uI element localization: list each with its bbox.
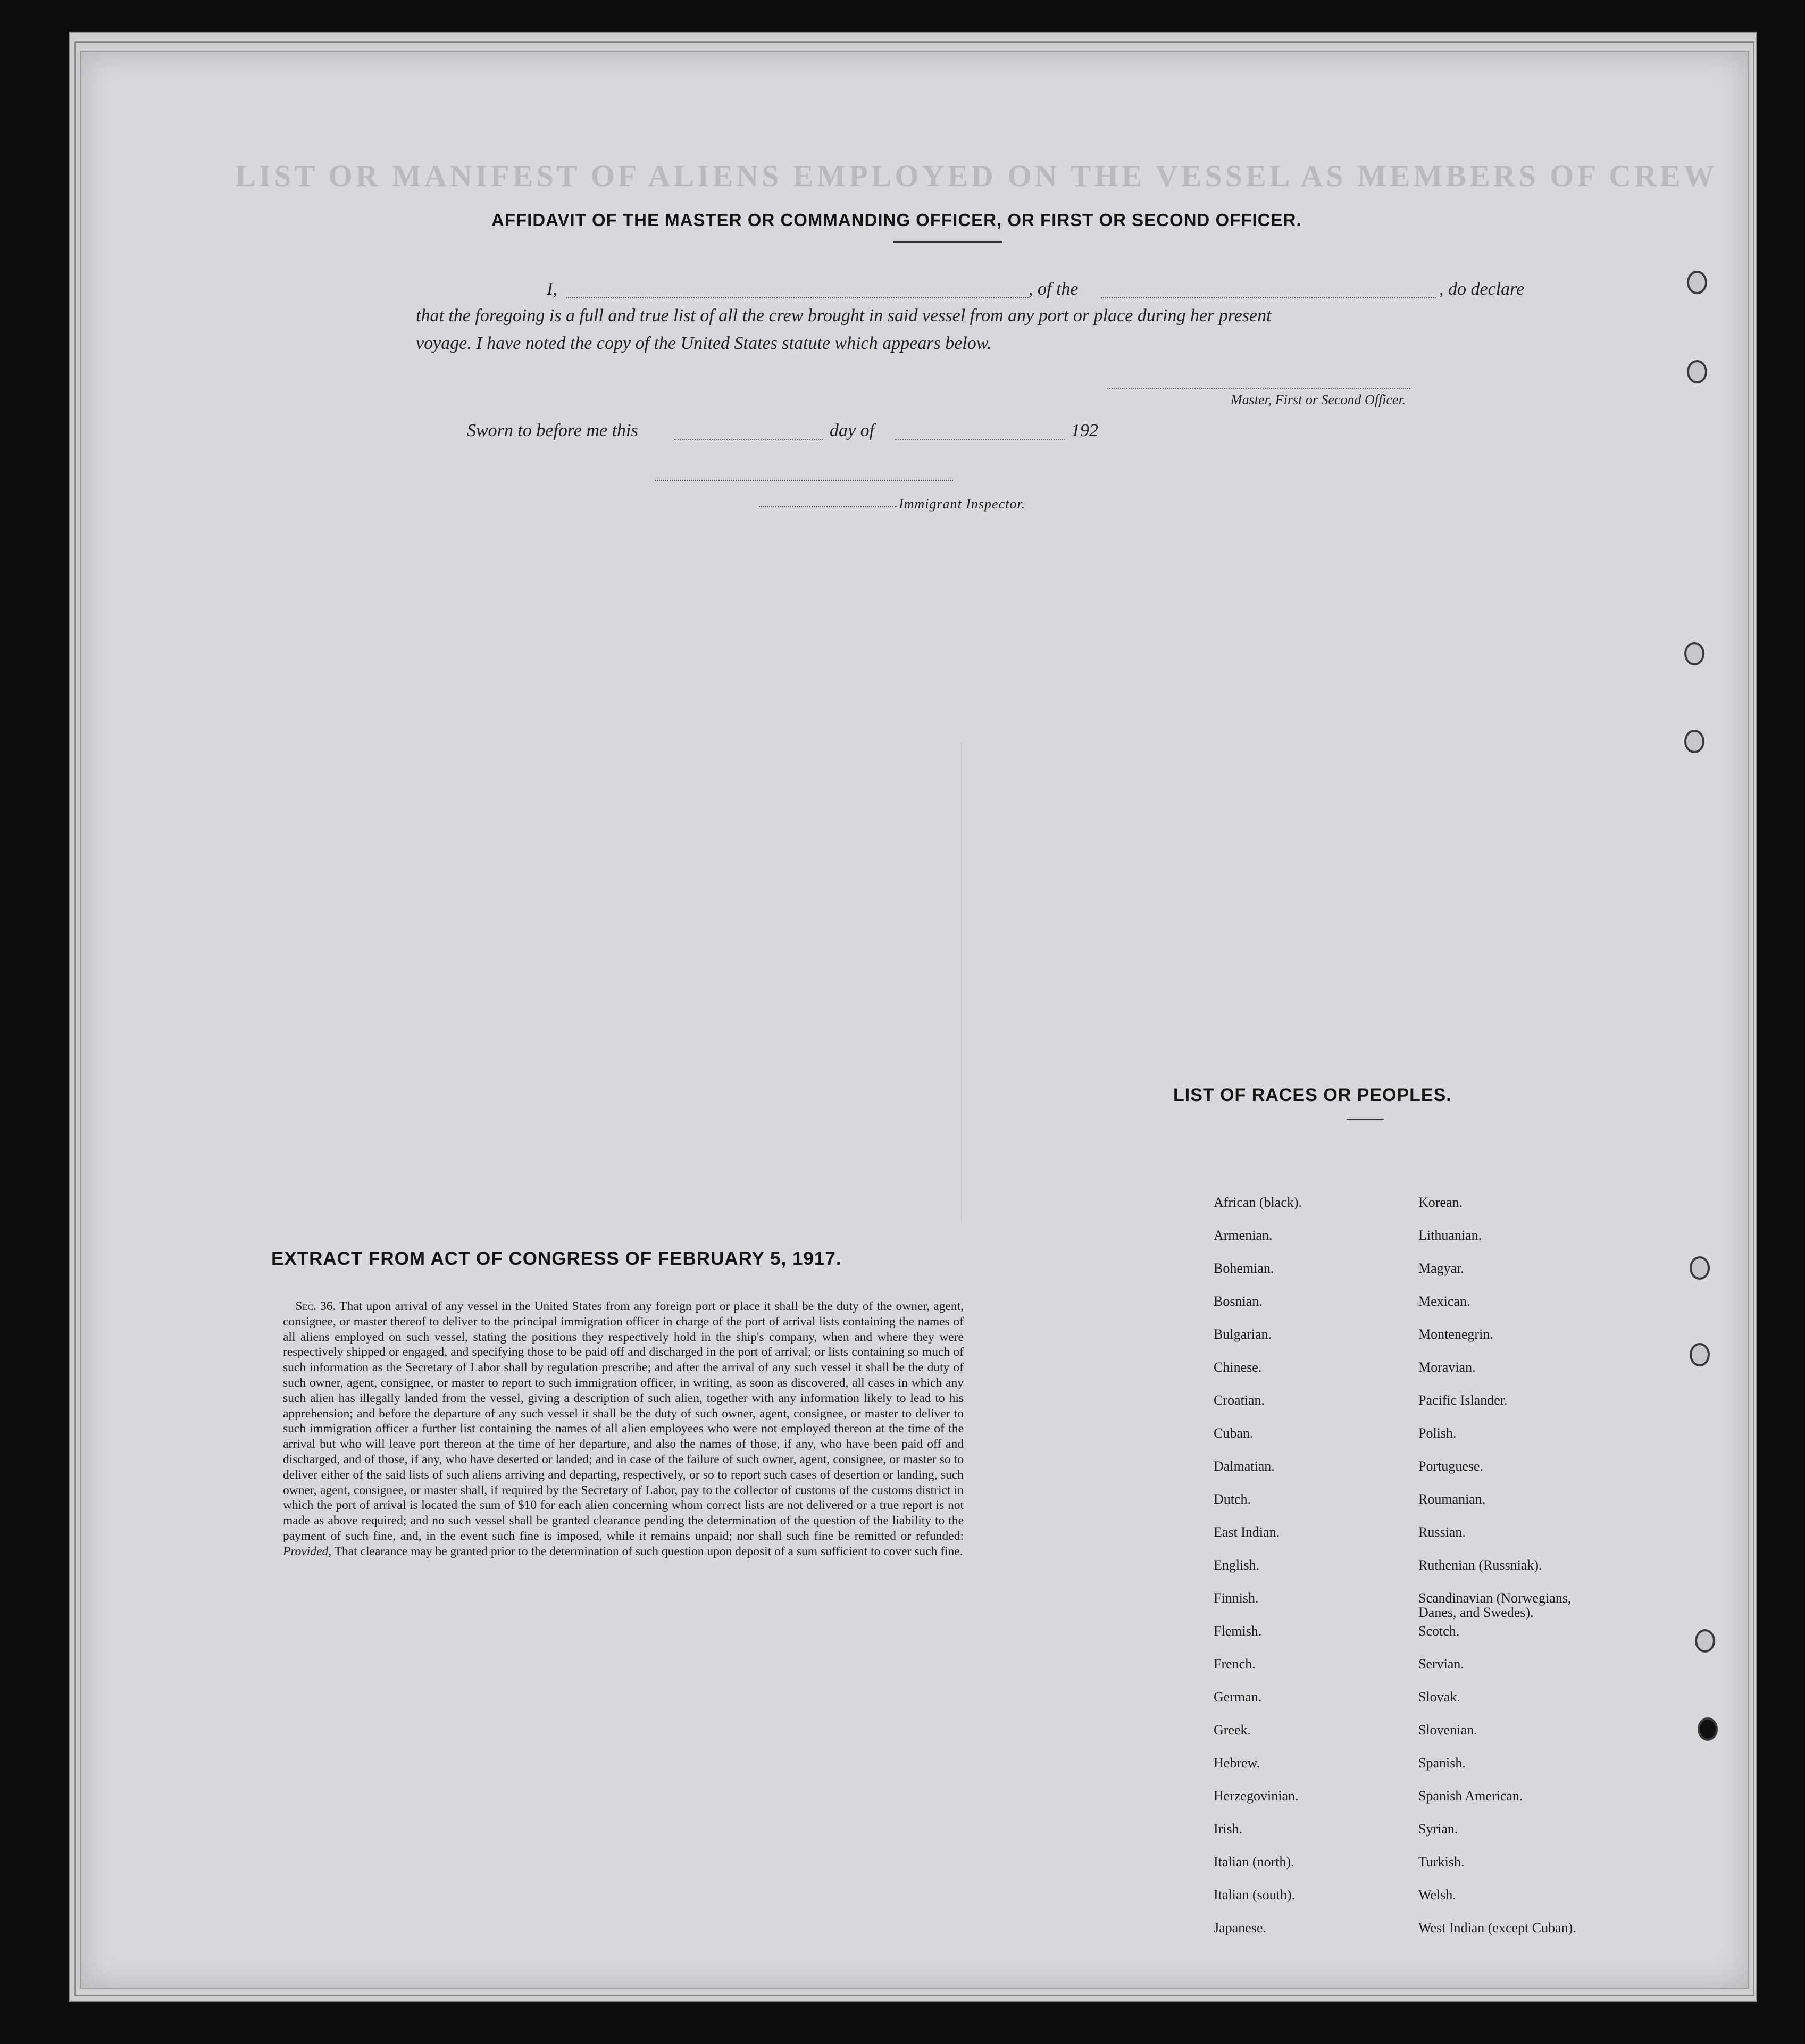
affidavit-of-the: , of the bbox=[1029, 279, 1079, 299]
affidavit-line-2: that the foregoing is a full and true list of all the crew brought in said vessel from any port or place during her present bbox=[416, 306, 1272, 326]
race-item: Spanish American. bbox=[1418, 1788, 1523, 1804]
bleed-through-text: LIST OR MANIFEST OF ALIENS EMPLOYED ON THE VESSEL AS MEMBERS OF CREW bbox=[235, 158, 1718, 193]
race-item: Dutch. bbox=[1214, 1491, 1251, 1507]
race-item: Italian (south). bbox=[1214, 1887, 1296, 1903]
name-blank bbox=[566, 297, 1029, 298]
affidavit-i: I, bbox=[547, 279, 557, 299]
affidavit-title-rule bbox=[893, 241, 1002, 243]
race-item: Italian (north). bbox=[1214, 1854, 1294, 1870]
race-item: Bohemian. bbox=[1214, 1261, 1274, 1276]
race-item: Hebrew. bbox=[1214, 1755, 1260, 1771]
race-item: Servian. bbox=[1418, 1656, 1464, 1672]
statute-text bbox=[283, 1299, 964, 1559]
provided-word: Provided, bbox=[283, 1544, 332, 1558]
race-item: Armenian. bbox=[1214, 1228, 1273, 1243]
race-item: Japanese. bbox=[1214, 1920, 1266, 1935]
binder-hole bbox=[1687, 360, 1707, 383]
race-item: German. bbox=[1214, 1689, 1262, 1705]
inspector-line-upper bbox=[655, 480, 953, 481]
race-item: Moravian. bbox=[1418, 1359, 1476, 1375]
binder-hole bbox=[1684, 642, 1704, 665]
binder-hole bbox=[1698, 1717, 1718, 1741]
race-item: Polish. bbox=[1418, 1425, 1457, 1441]
sworn-day-of: day of bbox=[830, 421, 875, 440]
binder-hole bbox=[1690, 1256, 1710, 1280]
sworn-month-blank bbox=[895, 439, 1065, 440]
race-item: French. bbox=[1214, 1656, 1256, 1672]
race-item: Montenegrin. bbox=[1418, 1326, 1493, 1342]
affidavit-do-declare: , do declare bbox=[1439, 279, 1525, 299]
race-item: Korean. bbox=[1418, 1195, 1463, 1210]
signature-blank bbox=[1107, 388, 1410, 389]
race-item: African (black). bbox=[1214, 1195, 1302, 1210]
race-item: Slovenian. bbox=[1418, 1722, 1477, 1738]
document-page bbox=[80, 51, 1749, 1989]
binder-hole bbox=[1687, 271, 1707, 294]
affidavit-line-3: voyage. I have noted the copy of the United States statute which appears below. bbox=[416, 333, 992, 353]
inspector-blank bbox=[759, 506, 897, 507]
race-item: Pacific Islander. bbox=[1418, 1392, 1508, 1408]
race-item: Flemish. bbox=[1214, 1623, 1262, 1639]
race-item: Irish. bbox=[1214, 1821, 1243, 1837]
race-item: Russian. bbox=[1418, 1524, 1466, 1540]
race-item: Spanish. bbox=[1418, 1755, 1466, 1771]
race-item: Cuban. bbox=[1214, 1425, 1254, 1441]
race-item: Welsh. bbox=[1418, 1887, 1456, 1903]
race-item: Lithuanian. bbox=[1418, 1228, 1482, 1243]
binder-hole bbox=[1690, 1343, 1710, 1366]
races-title-rule bbox=[1347, 1119, 1384, 1120]
statute-body-part-1: That upon arrival of any vessel in the United States from any foreign port or place it shall be the duty of the owner, agent, consignee, or master thereof to deliver to the principal immigration officer in charge of the port of arrival lists containing the names of all aliens employed on such vessel, stating the positions they respectively hold in the ship's company, when and where they were respectively shipped or engaged, and specifying those to be paid off and discharged in the port of arrival; or lists containing so much of such information as the Secretary of Labor shall by regulation prescribe; and after the arrival of any such vessel it shall be the duty of such owner, agent, consignee, or master to report to such immigration officer, in writing, as soon as discovered, all cases in which any such alien has illegally landed from the vessel, giving a description of such alien, together with any information likely to lead to his apprehension; and before the departure of any such vessel it shall be the duty of such owner, agent, consignee, or master to deliver to such immigration officer a further list containing the names of all alien employees who were not employed thereon at the time of the arrival but who will leave port thereon at the time of her departure, and also the names of those, if any, who have been paid off and discharged, and of those, if any, who have deserted or landed; and in case of the failure of such owner, agent, consignee, or master so to deliver either of the said lists of such aliens arriving and departing, respectively, or so to report such cases of desertion or landing, such owner, agent, consignee, or master shall, if required by the Secretary of Labor, pay to the collector of customs of the customs district in which the port of arrival is located the sum of $10 for each alien concerning whom correct lists are not delivered or a true report is not made as above required; and no such vessel shall be granted clearance pending the determination of the question of the liability to the payment of such fine, and, in the event such fine is imposed, while it remains unpaid; nor shall such fine be remitted or refunded: bbox=[283, 1299, 964, 1543]
race-item: Greek. bbox=[1214, 1722, 1251, 1738]
races-title: LIST OF RACES OR PEOPLES. bbox=[1173, 1085, 1452, 1105]
sworn-day-blank bbox=[674, 439, 823, 440]
race-item: Magyar. bbox=[1418, 1261, 1464, 1276]
extract-title: EXTRACT FROM ACT OF CONGRESS OF FEBRUARY 5, 1917. bbox=[271, 1248, 842, 1269]
race-item: Bosnian. bbox=[1214, 1294, 1263, 1309]
fold-line bbox=[961, 743, 962, 1222]
binder-hole bbox=[1684, 730, 1704, 753]
statute-body-part-2: That clearance may be granted prior to the determination of such question upon deposit of a sum sufficient to cover such fine. bbox=[334, 1544, 963, 1558]
signature-caption: Master, First or Second Officer. bbox=[1231, 392, 1406, 407]
sworn-prefix: Sworn to before me this bbox=[467, 421, 638, 440]
race-item: Dalmatian. bbox=[1214, 1458, 1275, 1474]
race-item: Turkish. bbox=[1418, 1854, 1465, 1870]
race-item: Slovak. bbox=[1418, 1689, 1460, 1705]
section-label: Sec. 36. bbox=[295, 1299, 336, 1313]
race-item: Syrian. bbox=[1418, 1821, 1458, 1837]
sworn-year: 192 bbox=[1071, 421, 1098, 440]
race-item: Roumanian. bbox=[1418, 1491, 1486, 1507]
race-item: Herzegovinian. bbox=[1214, 1788, 1299, 1804]
vessel-blank bbox=[1101, 297, 1436, 298]
race-item: Scotch. bbox=[1418, 1623, 1460, 1639]
race-item: Croatian. bbox=[1214, 1392, 1265, 1408]
race-item: Ruthenian (Russniak). bbox=[1418, 1557, 1542, 1573]
binder-hole bbox=[1695, 1629, 1715, 1653]
affidavit-title: AFFIDAVIT OF THE MASTER OR COMMANDING OFFICER, OR FIRST OR SECOND OFFICER. bbox=[491, 210, 1302, 230]
race-item: Chinese. bbox=[1214, 1359, 1262, 1375]
race-item: Portuguese. bbox=[1418, 1458, 1484, 1474]
race-item: West Indian (except Cuban). bbox=[1418, 1920, 1576, 1935]
race-item: Finnish. bbox=[1214, 1590, 1259, 1606]
race-item: Bulgarian. bbox=[1214, 1326, 1272, 1342]
race-item: Mexican. bbox=[1418, 1294, 1470, 1309]
race-item: Scandinavian (Norwegians, Danes, and Swedes). bbox=[1418, 1590, 1572, 1620]
race-item: English. bbox=[1214, 1557, 1259, 1573]
inspector-caption: Immigrant Inspector. bbox=[899, 496, 1026, 512]
race-item: East Indian. bbox=[1214, 1524, 1280, 1540]
races-list bbox=[1214, 1195, 1639, 1954]
